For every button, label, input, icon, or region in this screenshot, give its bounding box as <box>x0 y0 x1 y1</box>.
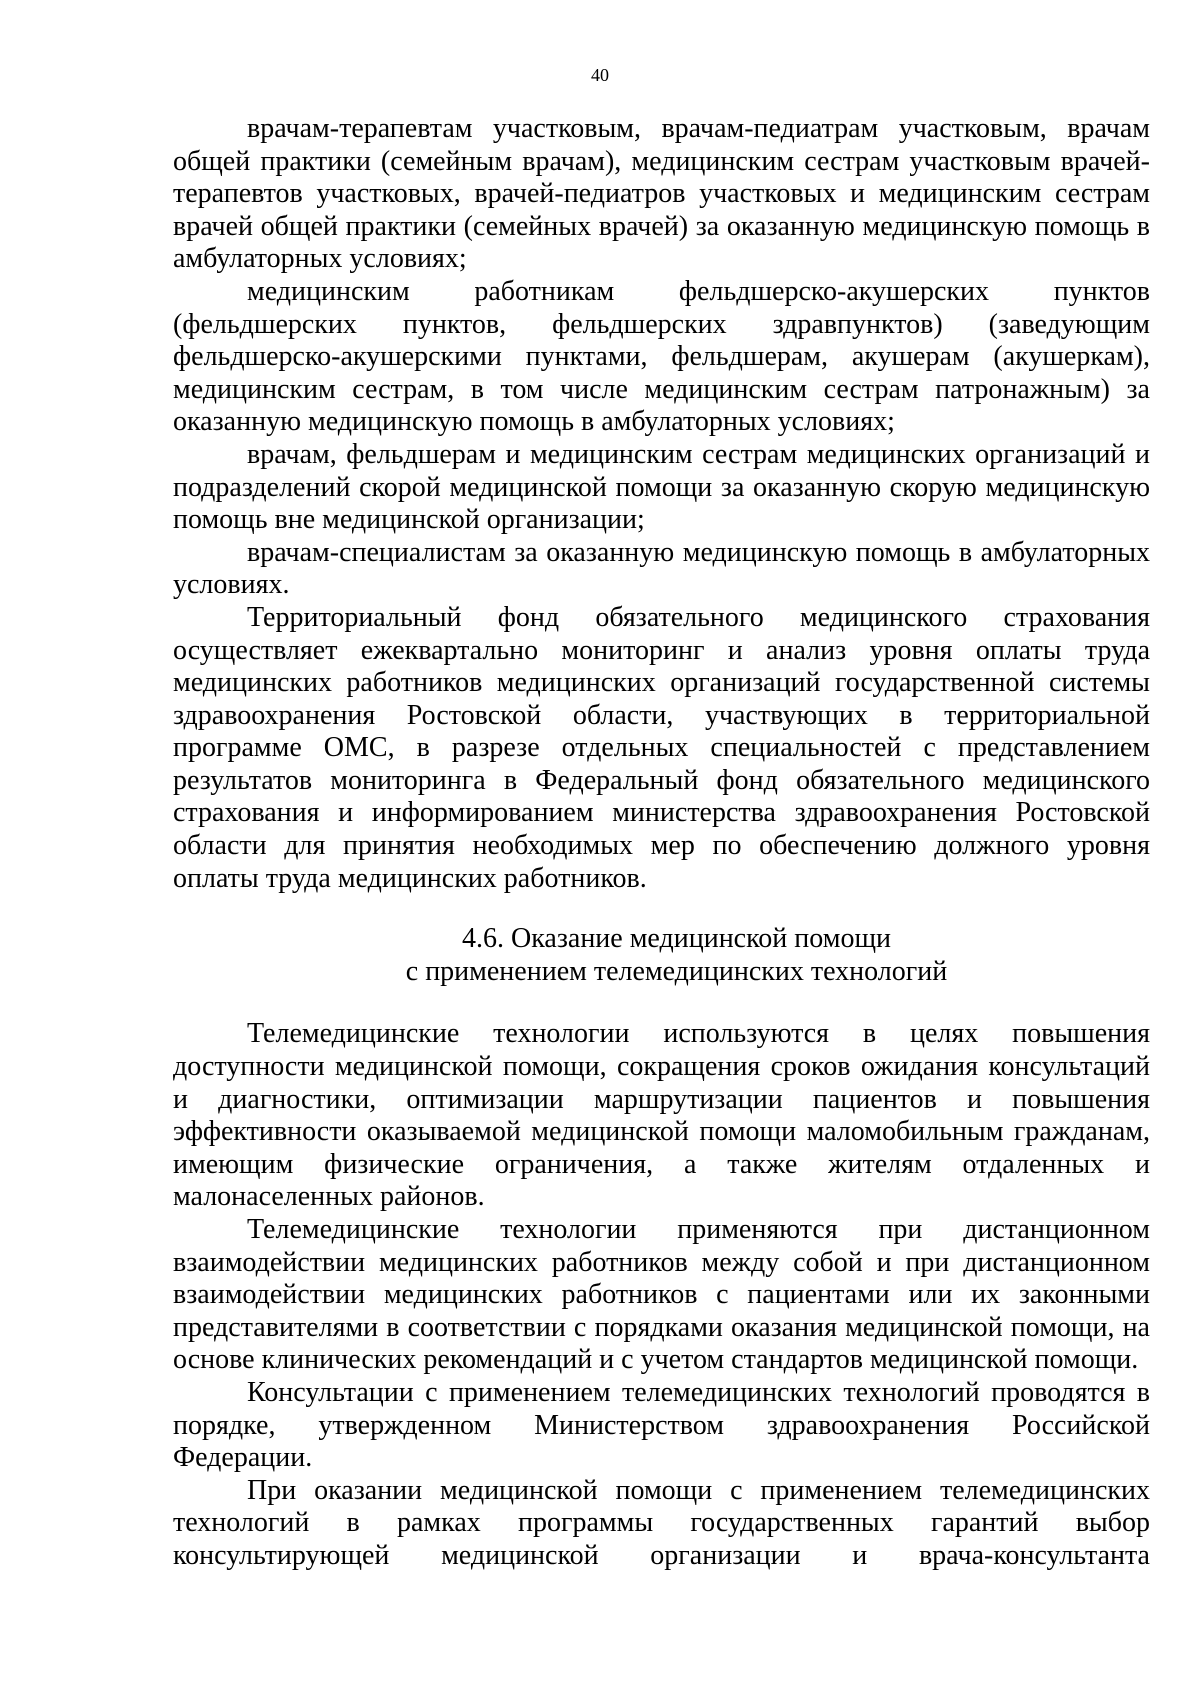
paragraph-payment-specialists: врачам-специалистам за оказанную медицинскую помощь в амбулаторных условиях. <box>173 536 1150 601</box>
paragraph-payment-district-doctors: врачам-терапевтам участковым, врачам-педиатрам участковым, врачам общей практики (семейным врачам), медицинским сестрам участковым врачей-терапевтов участковых, врачей-педиатров участковых и медицинским сестрам врачей общей практики (семейных врачей) за оказанную медицинскую помощь в амбулаторных условиях; <box>173 113 1150 275</box>
paragraph-monitoring: Территориальный фонд обязательного медицинского страхования осуществляет ежеквартально мониторинг и анализ уровня оплаты труда медицинских работников медицинских организаций государственной системы здравоохранения Ростовской области, участвующих в территориальной программе ОМС, в разрезе отдельных специальностей с представлением результатов мониторинга в Федеральный фонд обязательного медицинского страхования и информированием министерства здравоохранения Ростовской области для принятия необходимых мер по обеспечению должного уровня оплаты труда медицинских работников. <box>173 601 1150 894</box>
section-heading <box>173 923 1150 988</box>
section-heading-line-1: 4.6. Оказание медицинской помощи <box>462 923 891 955</box>
section-heading-line-2: с применением телемедицинских технологий <box>405 955 948 987</box>
paragraph-telemedicine-consultations: Консультации с применением телемедицинских технологий проводятся в порядке, утвержденном Министерством здравоохранения Российской Федерации. <box>173 1376 1150 1474</box>
paragraph-payment-ambulance: врачам, фельдшерам и медицинским сестрам медицинских организаций и подразделений скорой медицинской помощи за оказанную скорую медицинскую помощь вне медицинской организации; <box>173 438 1150 536</box>
page-number: 40 <box>591 65 609 85</box>
paragraph-telemedicine-purpose: Телемедицинские технологии используются в целях повышения доступности медицинской помощи, сокращения сроков ожидания консультаций и диагностики, оптимизации маршрутизации пациентов и повышения эффективности оказываемой медицинской помощи маломобильным гражданам, имеющим физические ограничения, а также жителям отдаленных и малонаселенных районов. <box>173 1018 1150 1213</box>
paragraph-telemedicine-usage: Телемедицинские технологии применяются при дистанционном взаимодействии медицинских работников между собой и при дистанционном взаимодействии медицинских работников с пациентами или их законными представителями в соответствии с порядками оказания медицинской помощи, на основе клинических рекомендаций и с учетом стандартов медицинской помощи. <box>173 1214 1150 1376</box>
paragraph-telemedicine-choice: При оказании медицинской помощи с применением телемедицинских технологий в рамках программы государственных гарантий выбор консультирующей медицинской организации и врача-консультанта <box>173 1474 1150 1571</box>
document-body <box>173 113 1150 1573</box>
paragraph-payment-feldsher-points: медицинским работникам фельдшерско-акушерских пунктов (фельдшерских пунктов, фельдшерских здравпунктов) (заведующим фельдшерско-акушерскими пунктами, фельдшерам, акушерам (акушеркам), медицинским сестрам, в том числе медицинским сестрам патронажным) за оказанную медицинскую помощь в амбулаторных условиях; <box>173 275 1150 438</box>
